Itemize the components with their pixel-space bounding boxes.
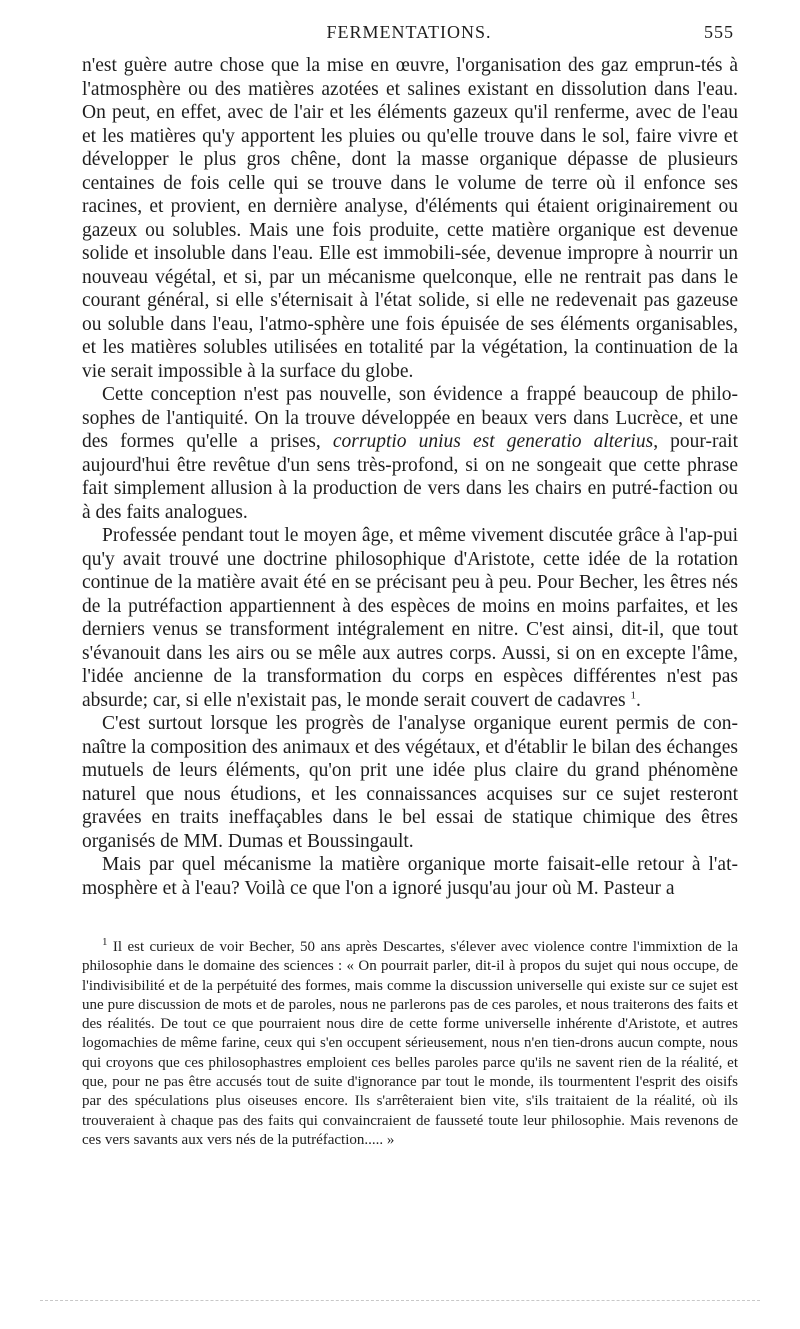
footnote-reference: 1 xyxy=(630,689,637,701)
running-head xyxy=(84,22,734,50)
paragraph-3-text: Professée pendant tout le moyen âge, et même vivement discutée grâce à l'ap-pui qu'y avait trouvé une doctrine philosophique d'Aristote, cette idée de la rotation continue de la matière avait été en se précisant peu à peu. Pour Becher, les êtres nés de la putréfaction appartiennent à des espèces de moins en moins parfaites, et les derniers venus se transforment intégralement en nitre. C'est ainsi, dit-il, que tout s'évanouit dans les airs ou se mêle aux autres corps. Aussi, si on en excepte l'âme, l'idée ancienne de la transformation du corps en espèces différentes n'est pas absurde; car, si elle n'existait pas, le monde serait couvert de cadavres xyxy=(82,525,738,711)
page-bottom-rule xyxy=(40,1300,760,1301)
latin-quote: corruptio unius est generatio alterius xyxy=(332,431,654,452)
paragraph-3 xyxy=(82,524,738,712)
paragraph-2 xyxy=(82,383,738,524)
footnote-text: Il est curieux de voir Becher, 50 ans après Descartes, s'élever avec violence contre l'immixtion de la philosophie dans le domaine des sciences : « On pourrait parler, dit-il à propos du sujet qui nous occupe, de l'indivisibilité et de la perpétuité des formes, mais comme la discussion universelle qui existe sur ce sujet est une pure discussion de mots et de paroles, nous ne parlerons pas de ces paroles, et nous traiterons des faits et des réalités. De tout ce que pourraient nous dire de cette forme universelle inhérente d'Aristote, et autres logomachies de même farine, ceux qui s'en occupent sérieusement, nous n'en tien-drons aucun compte, nous qui croyons que ces philosophastres emploient ces belles paroles parce qu'ils ne savent rien de la réalité, et que, pour ne pas être accusés tout de suite d'ignorance par tout le monde, ils tourmentent l'esprit des oisifs par des spéculations plus oiseuses encore. Ils s'arrêteraient bien vite, s'ils traitaient de la réalité, où ils trouveraient à chaque pas des faits qui convaincraient de fausseté toute leur philosophie. Mais revenons de ces vers savants aux vers nés de la putréfaction..... » xyxy=(82,939,739,1148)
footnotes xyxy=(82,938,738,1150)
body-text xyxy=(82,54,738,900)
footnote-1 xyxy=(82,938,738,1150)
paragraph-2-text-end: , pour-rait aujourd'hui être revêtue d'un sens très-profond, si on ne songeait que cette phrase fait simplement allusion à la production de vers dans les chairs en putré-faction ou à des faits analogues. xyxy=(82,431,738,523)
page-number: 555 xyxy=(704,22,734,42)
paragraph-1: n'est guère autre chose que la mise en œuvre, l'organisation des gaz emprun-tés à l'atmosphère ou des matières azotées et salines existant en dissolution dans l'eau. On peut, en effet, avec de l'air et les éléments gazeux qu'il renferme, avec de l'eau et les matières qu'y apportent les pluies ou qu'elle trouve dans le sol, faire vivre et développer le plus gros chêne, dont la masse organique dépasse de plusieurs centaines de fois celle qui se trouve dans le volume de terre où il enfonce ses racines, et provient, en dernière analyse, d'éléments qui étaient originairement ou gazeux ou solubles. Mais une fois produite, cette matière organique est devenue solide et insoluble dans l'eau. Elle est immobili-sée, devenue impropre à nourrir un nouveau végétal, et si, par un mécanisme quelconque, elle ne rentrait pas dans le courant général, si elle s'éternisait à l'état solide, si elle ne redevenait pas gazeuse ou soluble dans l'eau, l'atmo-sphère une fois épuisée de ses éléments organisables, et les matières solubles utilisées en totalité par la végétation, la continuation de la vie serait impossible à la surface du globe. xyxy=(82,55,738,382)
paragraph-4: C'est surtout lorsque les progrès de l'analyse organique eurent permis de con-naître la composition des animaux et des végétaux, et d'établir le bilan des échanges mutuels de leurs éléments, qu'on prit une idée plus claire du grand phénomène naturel que nous étudions, et les connaissances acquises sur ce sujet resteront gravées en traits ineffaçables dans le bel essai de statique chimique des êtres organisés de MM. Dumas et Boussingault. xyxy=(82,713,738,852)
paragraph-2-text-start: Cette conception n'est pas nouvelle, son évidence a frappé beaucoup de philo-sophes de l'antiquité. On la trouve développée en beaux vers dans Lucrèce, et une des formes qu'elle a prises, xyxy=(82,384,738,452)
paragraph-3-end: . xyxy=(636,689,641,711)
footnote-marker: 1 xyxy=(102,936,108,948)
running-title: FERMENTATIONS. xyxy=(326,22,492,42)
paragraph-5: Mais par quel mécanisme la matière organique morte faisait-elle retour à l'at-mosphère et à l'eau? Voilà ce que l'on a ignoré jusqu'au jour où M. Pasteur a xyxy=(82,854,738,899)
